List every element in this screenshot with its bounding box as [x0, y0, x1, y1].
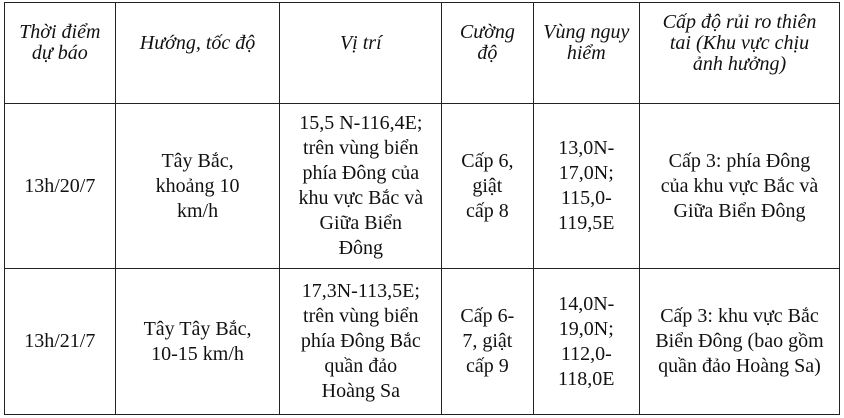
header-risk-level: Cấp độ rủi ro thiên tai (Khu vực chịu ảnh hưởng)	[639, 3, 839, 104]
cell-time: 13h/21/7	[5, 269, 116, 415]
cell-time: 13h/20/7	[5, 104, 116, 269]
header-forecast-time: Thời điểm dự báo	[5, 3, 116, 104]
cell-direction: Tây Bắc, khoảng 10 km/h	[115, 104, 280, 269]
cell-intensity: Cấp 6, giật cấp 8	[442, 104, 533, 269]
cell-intensity: Cấp 6- 7, giật cấp 9	[442, 269, 533, 415]
cell-danger-zone: 14,0N- 19,0N; 112,0- 118,0E	[533, 269, 639, 415]
table-header-row	[5, 3, 840, 104]
table-row	[5, 104, 840, 269]
cell-position: 17,3N-113,5E; trên vùng biển phía Đông Bắc quần đảo Hoàng Sa	[280, 269, 442, 415]
cell-direction: Tây Tây Bắc, 10-15 km/h	[115, 269, 280, 415]
header-position: Vị trí	[280, 3, 442, 104]
cell-position: 15,5 N-116,4E; trên vùng biển phía Đông của khu vực Bắc và Giữa Biển Đông	[280, 104, 442, 269]
cell-risk: Cấp 3: phía Đông của khu vực Bắc và Giữa Biển Đông	[639, 104, 839, 269]
header-danger-zone: Vùng nguy hiểm	[533, 3, 639, 104]
forecast-table-container	[4, 2, 840, 415]
header-direction-speed: Hướng, tốc độ	[115, 3, 280, 104]
table-row	[5, 269, 840, 415]
header-intensity: Cường độ	[442, 3, 533, 104]
forecast-table	[4, 2, 840, 415]
cell-risk: Cấp 3: khu vực Bắc Biển Đông (bao gồm quần đảo Hoàng Sa)	[639, 269, 839, 415]
cell-danger-zone: 13,0N- 17,0N; 115,0- 119,5E	[533, 104, 639, 269]
